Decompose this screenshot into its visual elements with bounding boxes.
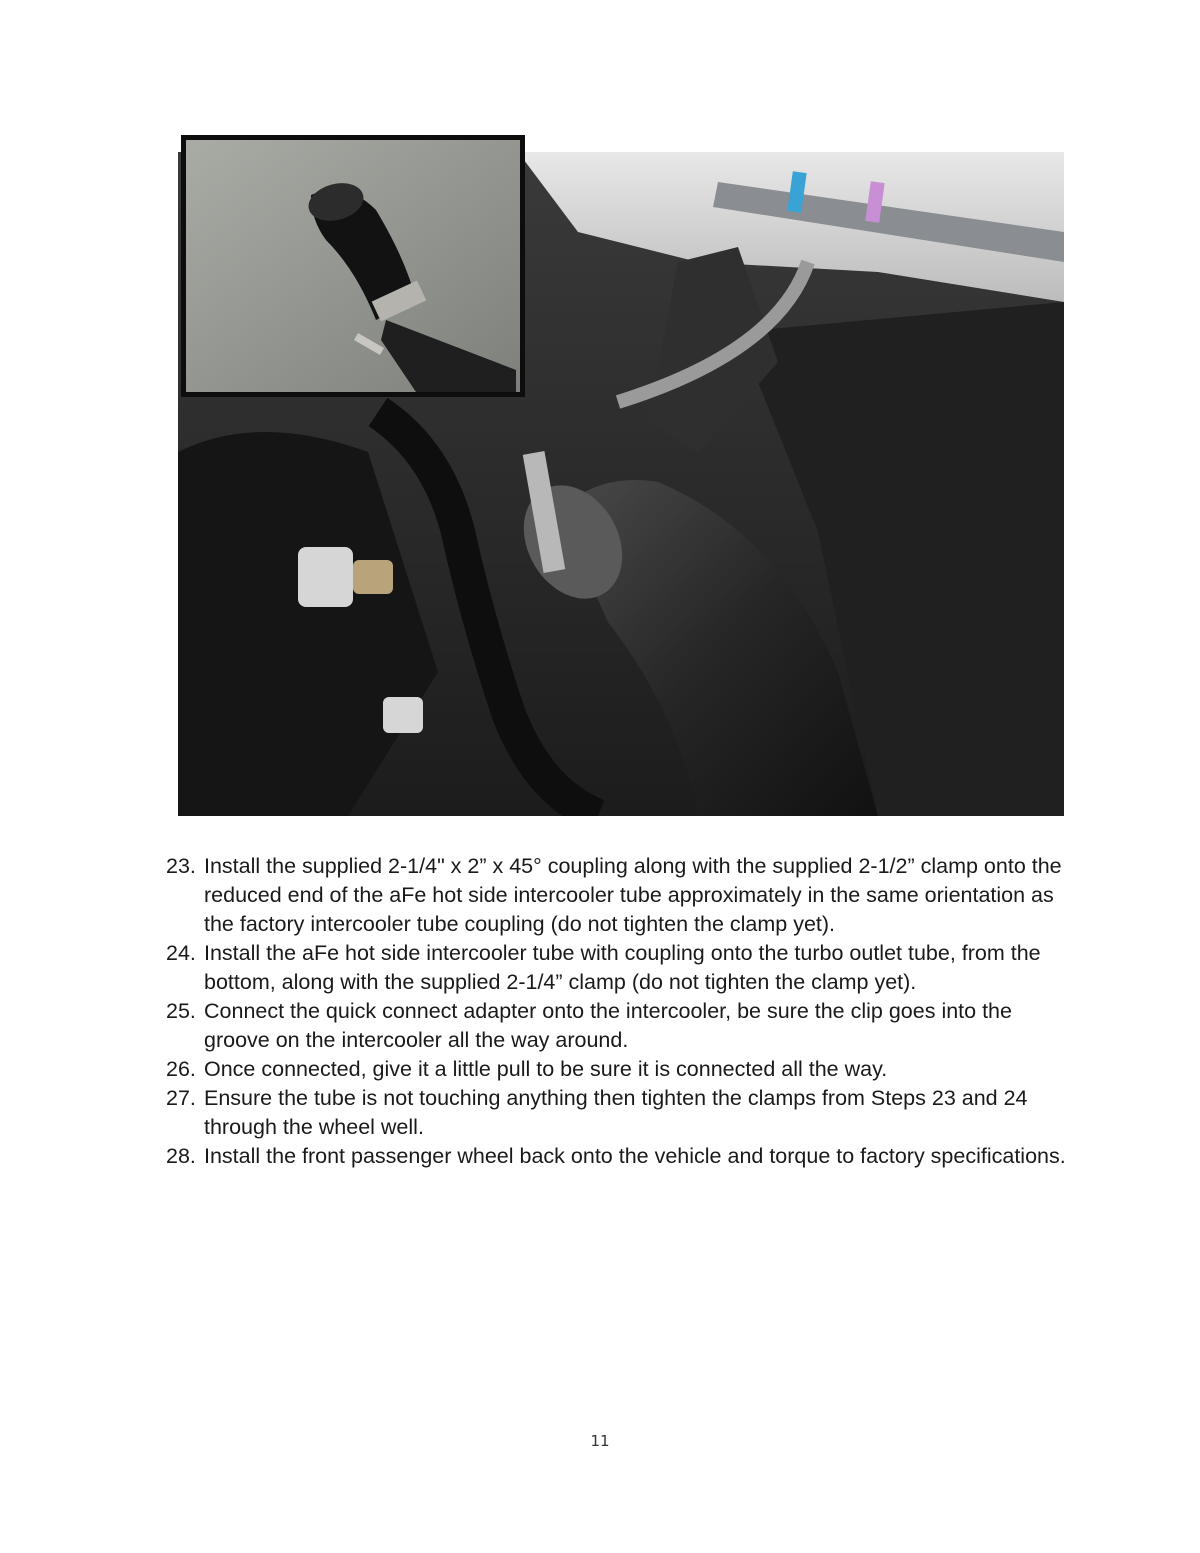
step-text: Connect the quick connect adapter onto the intercooler, be sure the clip goes into the groove on the intercooler all the way around. [204, 999, 1012, 1052]
step-text: Install the front passenger wheel back onto the vehicle and torque to factory specifications. [204, 1144, 1066, 1168]
step-number: 26. [166, 1057, 196, 1081]
coupling-inset-photo [181, 135, 525, 397]
step-number: 25. [166, 999, 196, 1023]
page-number: 11 [590, 1432, 610, 1450]
step-text: Ensure the tube is not touching anything then tighten the clamps from Steps 23 and 24 through the wheel well. [204, 1086, 1028, 1139]
step-item [166, 939, 1066, 997]
step-text: Once connected, give it a little pull to be sure it is connected all the way. [204, 1057, 888, 1081]
step-number: 27. [166, 1086, 196, 1110]
step-item [166, 852, 1066, 939]
step-number: 28. [166, 1144, 196, 1168]
step-item [166, 1055, 1066, 1084]
instruction-steps [166, 852, 1066, 1171]
step-item [166, 1084, 1066, 1142]
step-text: Install the aFe hot side intercooler tube with coupling onto the turbo outlet tube, from the bottom, along with the supplied 2-1/4” clamp (do not tighten the clamp yet). [204, 941, 1041, 994]
step-item [166, 1142, 1066, 1171]
step-text: Install the supplied 2-1/4" x 2” x 45° coupling along with the supplied 2-1/2” clamp onto the reduced end of the aFe hot side intercooler tube approximately in the same orientation as the factory intercooler tube coupling (do not tighten the clamp yet). [204, 854, 1062, 936]
step-number: 24. [166, 941, 196, 965]
step-item [166, 997, 1066, 1055]
step-number: 23. [166, 854, 196, 878]
